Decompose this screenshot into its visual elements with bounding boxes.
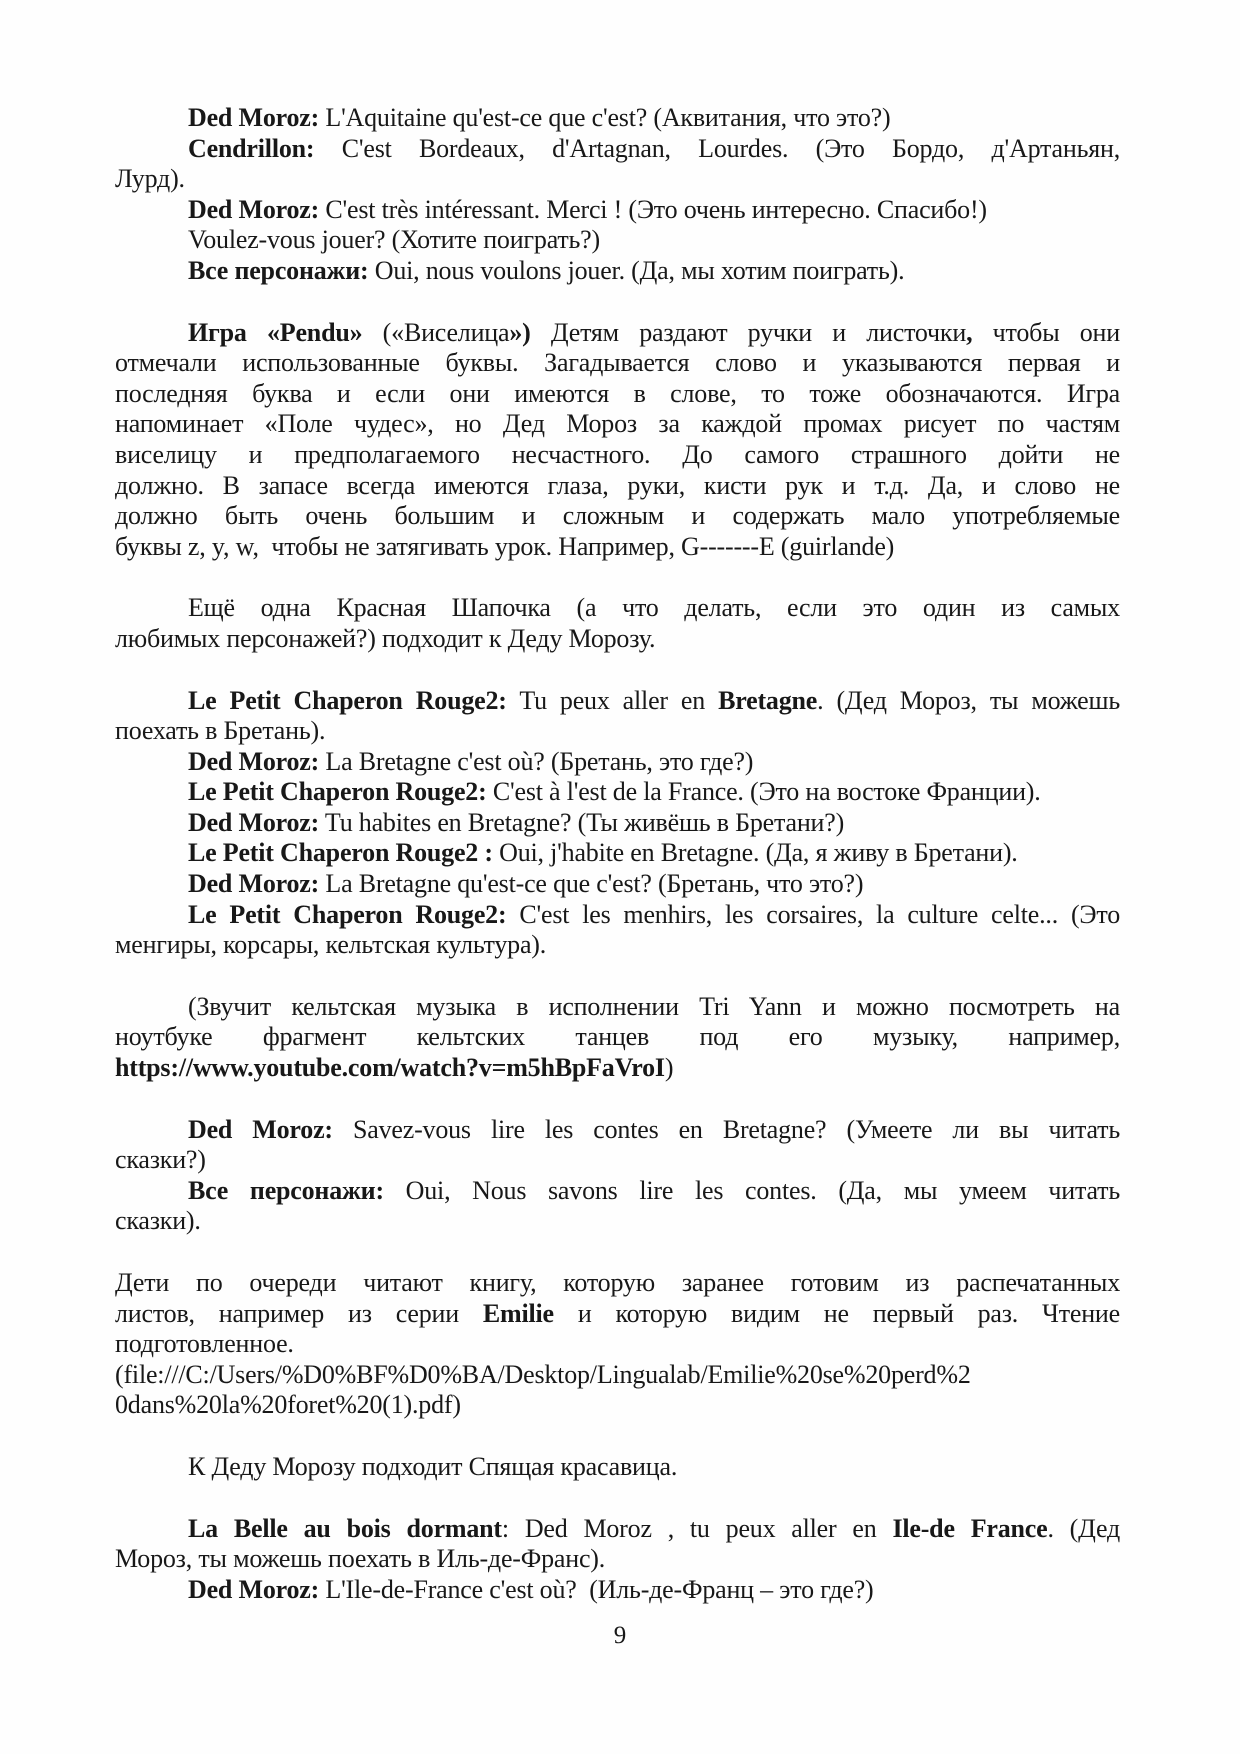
text-line [115, 409, 1120, 440]
text-run: буквы z, y, w, чтобы не затягивать урок. Например, G-------E (guirlande) [115, 531, 895, 561]
text-run: и которую видим не первый раз. Чтение [553, 1298, 1120, 1328]
text-line [115, 501, 1120, 532]
text-run: Bretagne [718, 685, 818, 715]
url-text: (file:///C:/Users/%D0%BF%D0%BA/Desktop/Lingualab/Emilie%20se%20perd%2 [115, 1359, 971, 1389]
text-run: ноутбуке фрагмент кельтских танцев под его музыку, например, [115, 1022, 1120, 1052]
text-line [115, 838, 1120, 869]
text-run: (Звучит кельтская музыка в исполнении Tri Yann и можно посмотреть на [188, 991, 1120, 1021]
speaker-name: Le Petit Chaperon Rouge2: [188, 685, 507, 715]
text-run: . (Дед [1047, 1513, 1121, 1543]
text-line [115, 1022, 1120, 1053]
text-run: последняя буква и если они имеются в слове, то тоже обозначаются. Игра [115, 378, 1120, 408]
text-run: К Деду Морозу подходит Спящая красавица. [188, 1451, 678, 1481]
text-run: («Виселица [362, 317, 510, 347]
text-run: Детям раздают ручки и листочки [530, 317, 967, 347]
text-line [115, 747, 1120, 778]
text-line [115, 1390, 1120, 1421]
speaker-name: Ded Moroz: [188, 869, 320, 899]
speaker-name: Ded Moroz: [188, 103, 320, 132]
page-footer [0, 1622, 1240, 1650]
page-number: 9 [613, 1622, 627, 1649]
text-run: C'est les menhirs, les corsaires, la culture celte... (Это [506, 899, 1120, 929]
text-run: C'est à l'est de la France. (Это на востоке Франции). [486, 777, 1041, 807]
text-run: Лурд). [115, 164, 185, 194]
text-run: Игра «Pendu» [188, 317, 363, 347]
text-line [115, 900, 1120, 931]
text-line [115, 1575, 1120, 1606]
speaker-name: Ded Moroz: [188, 746, 320, 776]
text-line [115, 471, 1120, 502]
text-run: отмечали использованные буквы. Загадывается слово и указываются первая и [115, 348, 1120, 378]
text-line [115, 1176, 1120, 1207]
text-run: виселицу и предполагаемого несчастного. До самого страшного дойти не [115, 439, 1120, 469]
text-run: Emilie [482, 1298, 554, 1328]
speaker-name: Le Petit Chaperon Rouge2 : [188, 838, 493, 868]
speaker-name: Все персонажи: [188, 1175, 384, 1205]
text-line [115, 103, 1120, 134]
text-line [115, 1514, 1120, 1545]
text-line [115, 1299, 1120, 1330]
text-line [115, 777, 1120, 808]
url-text: 0dans%20la%20foret%20(1).pdf) [115, 1390, 461, 1420]
text-run: сказки). [115, 1206, 201, 1236]
text-line [115, 716, 1120, 747]
text-run: C'est très intéressant. Merci ! (Это очень интересно. Спасибо!) [319, 194, 987, 224]
speaker-name: Le Petit Chaperon Rouge2: [188, 899, 507, 929]
text-line [115, 1452, 1120, 1483]
text-run: : Ded Moroz , tu peux aller en [501, 1513, 893, 1543]
text-run: чтобы они [972, 317, 1120, 347]
text-run: Oui, nous voulons jouer. (Да, мы хотим поиграть). [368, 255, 905, 285]
text-run: La Bretagne qu'est-ce que c'est? (Бретань, что это?) [319, 869, 864, 899]
text-line [115, 1360, 1120, 1391]
text-run: Дети по очереди читают книгу, которую заранее готовим из распечатанных [115, 1268, 1120, 1297]
text-line [115, 318, 1120, 349]
text-line [115, 1145, 1120, 1176]
url-text: https://www.youtube.com/watch?v=m5hBpFaVroI [115, 1053, 665, 1083]
text-run: C'est Bordeaux, d'Artagnan, Lourdes. (Это Бордо, д'Артаньян, [314, 133, 1120, 163]
text-line [115, 379, 1120, 410]
text-run: менгиры, корсары, кельтская культура). [115, 930, 547, 960]
text-run: ) [664, 1053, 674, 1083]
text-run: L'Ile-de-France c'est où? (Иль-де-Франц – это где?) [319, 1574, 874, 1604]
speaker-name: Cendrillon: [188, 133, 315, 163]
text-line [115, 930, 1120, 961]
text-run: L'Aquitaine qu'est-ce que c'est? (Аквитания, что это?) [319, 103, 891, 132]
text-run: сказки?) [115, 1145, 206, 1175]
text-line [115, 1115, 1120, 1146]
text-line [115, 869, 1120, 900]
text-line [115, 808, 1120, 839]
text-line [115, 992, 1120, 1023]
text-run: Oui, Nous savons lire les contes. (Да, мы умеем читать [383, 1175, 1120, 1205]
text-run: ») [509, 317, 531, 347]
text-line [115, 1329, 1120, 1360]
text-run: любимых персонажей?) подходит к Деду Морозу. [115, 623, 656, 653]
text-line [115, 1544, 1120, 1575]
speaker-name: Все персонажи: [188, 255, 369, 285]
text-line [115, 195, 1120, 226]
text-line [115, 624, 1120, 655]
text-line [115, 164, 1120, 195]
text-run: . (Дед Мороз, ты можешь [817, 685, 1120, 715]
text-run: Oui, j'habite en Bretagne. (Да, я живу в Бретани). [492, 838, 1018, 868]
text-run: должно быть очень большим и сложным и содержать мало употребляемые [115, 501, 1120, 531]
speaker-name: Ded Moroz: [188, 1574, 320, 1604]
document-text [115, 103, 1120, 1605]
text-line [115, 440, 1120, 471]
text-line [115, 134, 1120, 165]
text-run: Ещё одна Красная Шапочка (а что делать, если это один из самых [188, 593, 1120, 623]
speaker-name: Ded Moroz: [188, 807, 320, 837]
text-run: Savez-vous lire les contes en Bretagne? (Умеете ли вы читать [332, 1114, 1120, 1144]
text-line [115, 532, 1120, 563]
text-run: La Bretagne c'est où? (Бретань, это где?) [319, 746, 754, 776]
speaker-name: La Belle au bois dormant [188, 1513, 502, 1543]
text-run: Ile-de France [892, 1513, 1048, 1543]
text-run: поехать в Бретань). [115, 716, 326, 746]
text-line [115, 256, 1120, 287]
text-line [115, 348, 1120, 379]
text-run: напоминает «Поле чудес», но Дед Мороз за каждой промах рисует по частям [115, 409, 1120, 439]
text-run: Tu habites en Bretagne? (Ты живёшь в Бретани?) [319, 807, 845, 837]
speaker-name: Ded Moroz: [188, 194, 320, 224]
text-run: Tu peux aller en [506, 685, 719, 715]
text-run: листов, например из серии [115, 1298, 483, 1328]
text-line [115, 1268, 1120, 1299]
text-run: Voulez-vous jouer? (Хотите поиграть?) [188, 225, 600, 255]
speaker-name: Ded Moroz: [188, 1114, 333, 1144]
text-run: должно. В запасе всегда имеются глаза, руки, кисти рук и т.д. Да, и слово не [115, 470, 1120, 500]
text-line [115, 593, 1120, 624]
text-run: , [966, 317, 973, 347]
speaker-name: Le Petit Chaperon Rouge2: [188, 777, 487, 807]
text-line [115, 686, 1120, 717]
text-run: подготовленное. [115, 1329, 294, 1359]
text-line [115, 1206, 1120, 1237]
text-line [115, 1053, 1120, 1084]
text-run: Мороз, ты можешь поехать в Иль-де-Франс). [115, 1544, 606, 1574]
text-line [115, 225, 1120, 256]
